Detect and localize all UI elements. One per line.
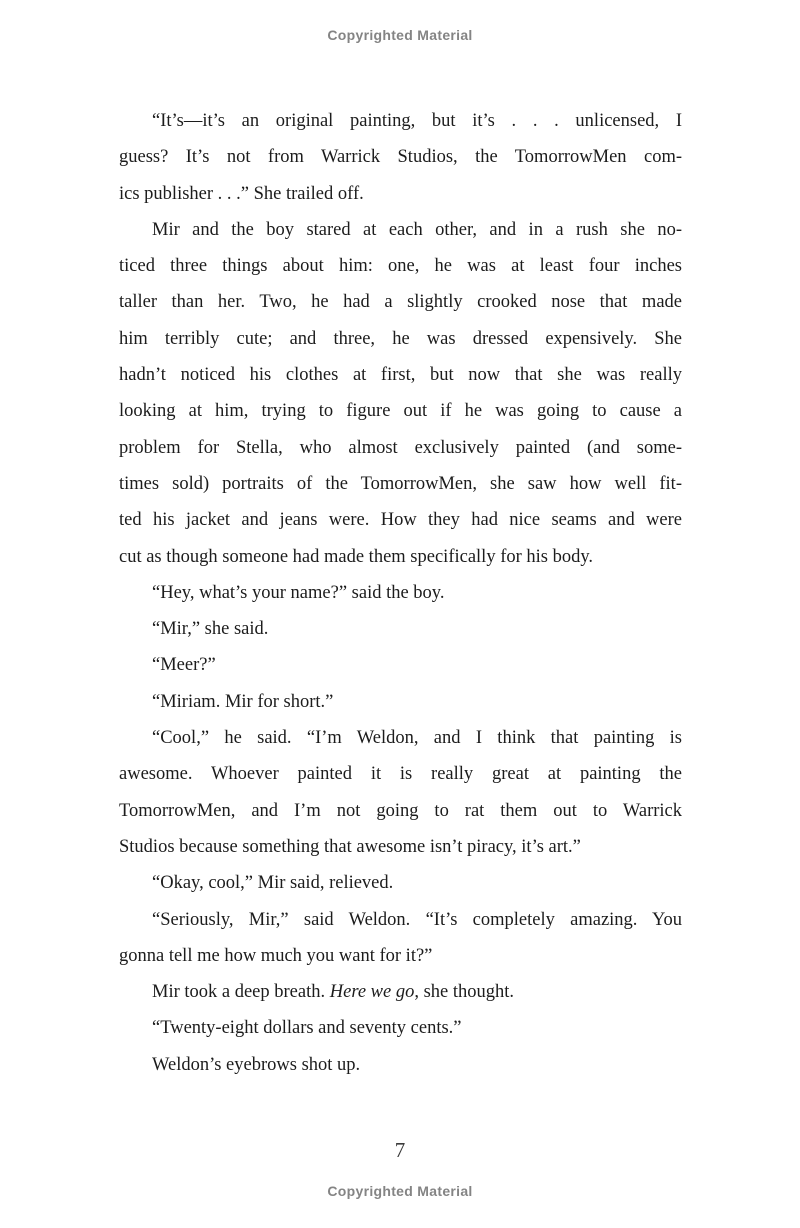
text-line: him terribly cute; and three, he was dressed expensively. She bbox=[119, 328, 682, 349]
paragraph bbox=[119, 212, 682, 575]
text-line: “Miriam. Mir for short.” bbox=[152, 691, 334, 712]
text-segment: , she thought. bbox=[414, 982, 515, 1003]
text-line: looking at him, trying to figure out if he was going to cause a bbox=[119, 401, 682, 422]
text-line: awesome. Whoever painted it is really great at painting the bbox=[119, 764, 682, 785]
text-line: ics publisher . . .” She trailed off. bbox=[119, 183, 364, 204]
paragraph bbox=[119, 720, 682, 865]
text-line: TomorrowMen, and I’m not going to rat them out to Warrick bbox=[119, 800, 682, 821]
text-line: cut as though someone had made them specifically for his body. bbox=[119, 546, 594, 567]
text-line: “Twenty-eight dollars and seventy cents.” bbox=[152, 1018, 462, 1039]
paragraph bbox=[119, 902, 682, 975]
copyright-notice-bottom: Copyrighted Material bbox=[327, 1183, 473, 1199]
text-line: “Hey, what’s your name?” said the boy. bbox=[152, 582, 445, 603]
text-line: Mir and the boy stared at each other, and in a rush she no- bbox=[152, 219, 682, 240]
text-line: guess? It’s not from Warrick Studios, the TomorrowMen com- bbox=[119, 147, 682, 168]
page-number: 7 bbox=[394, 1138, 406, 1162]
text-line: gonna tell me how much you want for it?” bbox=[119, 945, 433, 966]
text-line: hadn’t noticed his clothes at first, but now that she was really bbox=[119, 365, 682, 386]
paragraph bbox=[119, 611, 682, 647]
paragraph bbox=[119, 647, 682, 683]
text-line: problem for Stella, who almost exclusively painted (and some- bbox=[119, 437, 682, 458]
paragraph bbox=[119, 865, 682, 901]
text-line: Studios because something that awesome isn’t piracy, it’s art.” bbox=[119, 836, 581, 857]
text-segment: Mir took a deep breath. bbox=[152, 982, 330, 1003]
italic-phrase: Here we go bbox=[329, 982, 415, 1003]
paragraph bbox=[119, 684, 682, 720]
paragraph bbox=[119, 103, 682, 212]
text-line: “Meer?” bbox=[152, 655, 216, 676]
body-text bbox=[119, 103, 682, 1083]
text-line bbox=[119, 974, 682, 1010]
paragraph bbox=[119, 575, 682, 611]
paragraph bbox=[119, 974, 682, 1010]
text-line: ticed three things about him: one, he was at least four inches bbox=[119, 256, 682, 277]
text-line: “Okay, cool,” Mir said, relieved. bbox=[152, 873, 394, 894]
text-line: times sold) portraits of the TomorrowMen, she saw how well fit- bbox=[119, 473, 682, 494]
paragraph bbox=[119, 1047, 682, 1083]
text-line: ted his jacket and jeans were. How they had nice seams and were bbox=[119, 510, 682, 531]
text-line: “It’s—it’s an original painting, but it’s . . . unlicensed, I bbox=[152, 111, 682, 131]
paragraph bbox=[119, 1010, 682, 1046]
text-line: “Mir,” she said. bbox=[152, 619, 269, 640]
text-line: Weldon’s eyebrows shot up. bbox=[152, 1054, 361, 1075]
text-line: taller than her. Two, he had a slightly crooked nose that made bbox=[119, 292, 682, 313]
text-line: “Cool,” he said. “I’m Weldon, and I think that painting is bbox=[152, 728, 682, 749]
text-line: “Seriously, Mir,” said Weldon. “It’s completely amazing. You bbox=[152, 909, 682, 930]
copyright-notice-top: Copyrighted Material bbox=[327, 27, 473, 43]
